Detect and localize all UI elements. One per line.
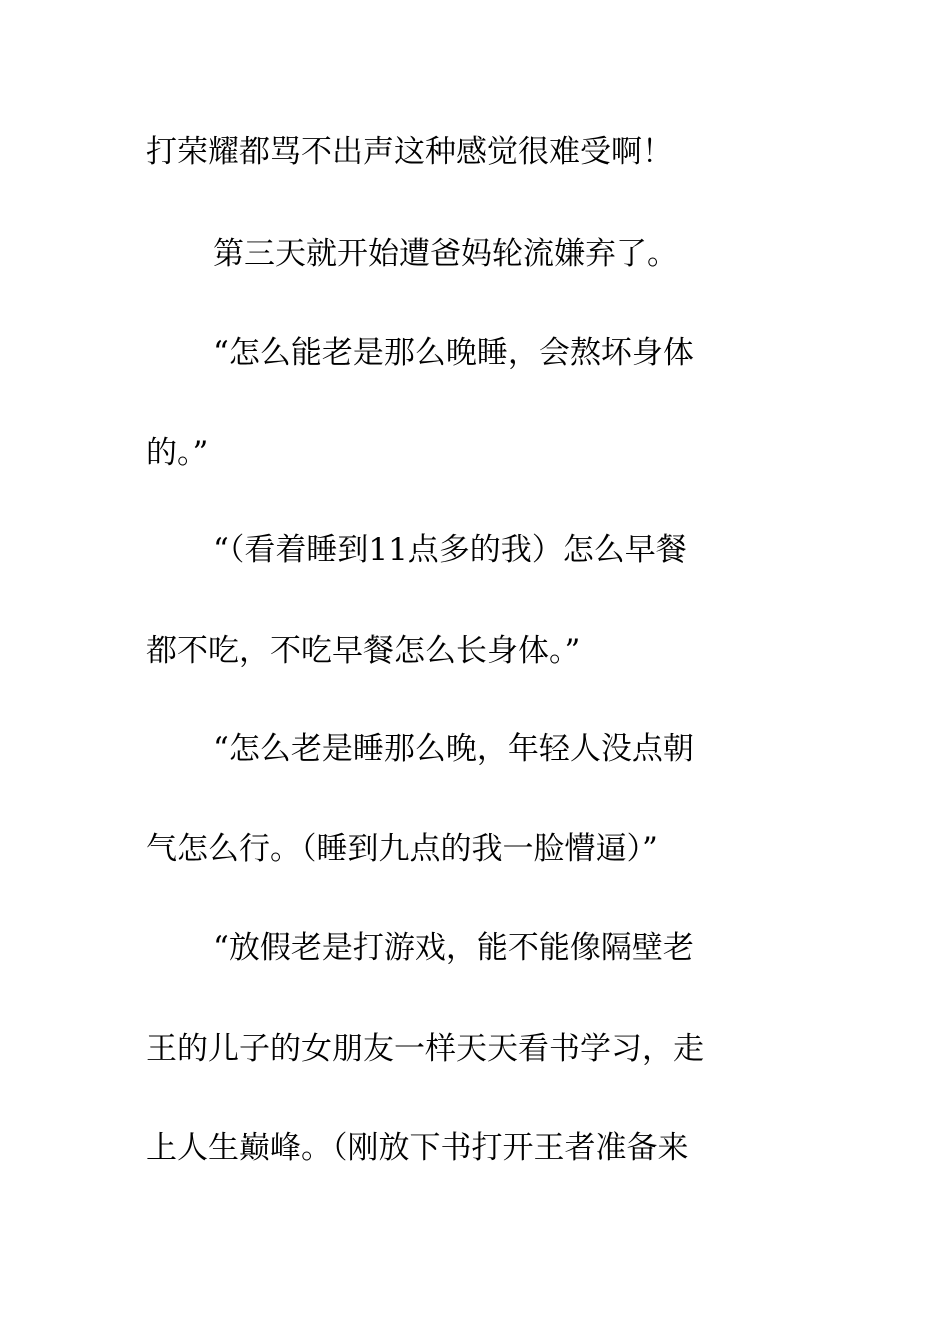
text-line: 王的儿子的女朋友一样天天看书学习，走 [146, 1031, 704, 1067]
text-line: 打荣耀都骂不出声这种感觉很难受啊！ [146, 134, 673, 170]
paragraph-line: “放假老是打游戏，能不能像隔壁老 [213, 930, 694, 966]
paragraph-line: “怎么老是睡那么晚，年轻人没点朝 [213, 731, 694, 767]
text-line: 上人生巅峰。（刚放下书打开王者准备来 [146, 1130, 689, 1166]
paragraph-line: “（看着睡到11点多的我）怎么早餐 [213, 532, 687, 568]
text-line: 气怎么行。（睡到九点的我一脸懵逼）” [146, 831, 658, 867]
paragraph-line: “怎么能老是那么晚睡，会熬坏身体 [213, 335, 694, 371]
text-line: 的。” [146, 435, 209, 471]
text-line: 都不吃，不吃早餐怎么长身体。” [146, 633, 581, 669]
paragraph-line: 第三天就开始遭爸妈轮流嫌弃了。 [213, 236, 678, 272]
